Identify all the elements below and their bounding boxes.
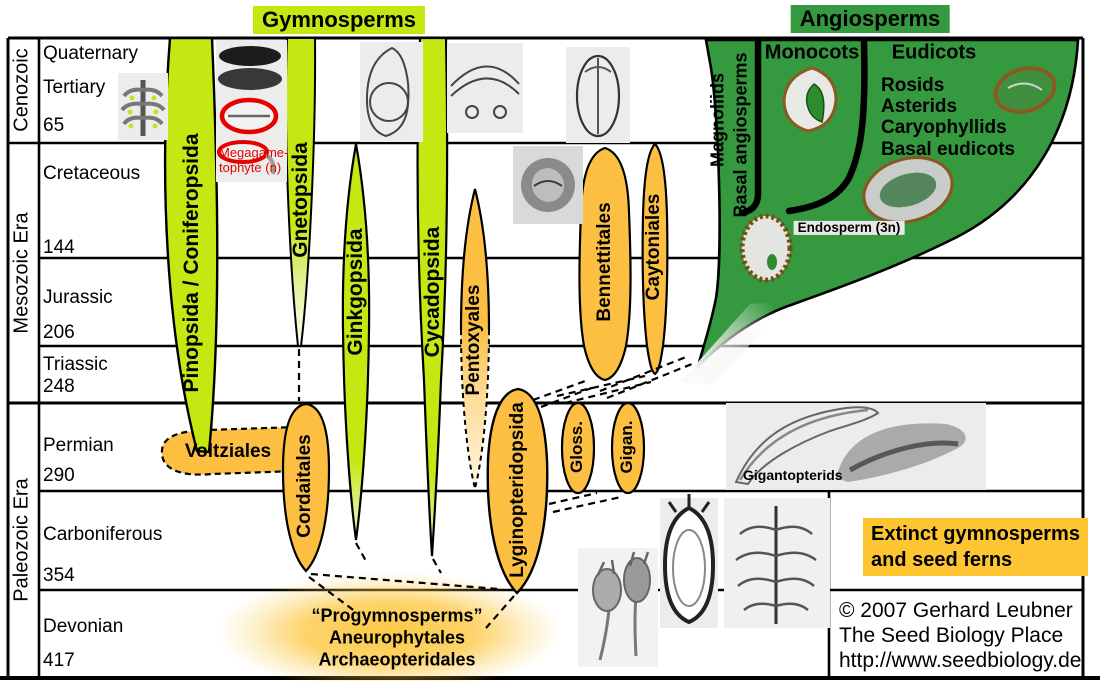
extinct-box-line1: Extinct gymnosperms <box>871 523 1080 545</box>
lineage-gnetopsida: Gnetopsida <box>288 142 312 258</box>
progymnosperms-line2: Aneurophytales <box>328 627 466 648</box>
illustration-cretaceous-fossil-seed <box>513 146 583 224</box>
lineage-glossopterids: Gloss. <box>567 421 587 473</box>
lineage-bennettitales: Bennettitales <box>594 202 616 322</box>
period-quaternary: Quaternary <box>43 43 139 64</box>
period-jurassic: Jurassic <box>43 287 113 308</box>
group-magnoliids: Magnoliids <box>707 73 728 167</box>
lineage-pentoxyales: Pentoxyales <box>463 284 485 396</box>
period-devonian: Devonian <box>43 616 124 637</box>
gymnosperms-header: Gymnosperms <box>253 6 425 34</box>
illustration-seed-longitudinal-section <box>660 494 718 628</box>
group-asterids: Asterids <box>881 96 958 117</box>
lineage-cordaitales: Cordaitales <box>294 434 316 538</box>
extinct-gymnosperms-box <box>863 518 1088 576</box>
illustration-flower-buds <box>578 548 658 667</box>
age-248: 248 <box>43 376 75 397</box>
age-354: 354 <box>43 565 75 586</box>
megagametophyte-label-line1: Megagame- <box>219 145 289 160</box>
period-permian: Permian <box>43 435 114 456</box>
group-caryophyllids: Caryophyllids <box>881 117 1007 138</box>
group-monocots: Monocots <box>764 41 860 64</box>
age-65: 65 <box>43 115 65 136</box>
period-triassic: Triassic <box>43 354 108 375</box>
group-rosids: Rosids <box>881 75 945 96</box>
age-206: 206 <box>43 322 75 343</box>
era-label-mesozoic: Mesozoic Era <box>10 212 33 334</box>
era-label-cenozoic: Cenozoic <box>10 48 33 132</box>
credit-url: http://www.seedbiology.de <box>839 649 1082 672</box>
gigantopterids-label: Gigantopterids <box>743 467 843 483</box>
period-carboniferous: Carboniferous <box>43 524 163 545</box>
age-417: 417 <box>43 650 75 671</box>
progymnosperms-line1: “Progymnosperms” <box>311 605 483 626</box>
progymnosperms-line3: Archaeopteridales <box>318 649 476 670</box>
lineage-pinopsida: Pinopsida / Coniferopsida <box>179 133 203 393</box>
lineage-ginkgopsida: Ginkgopsida <box>343 228 367 356</box>
megagametophyte-label-line2: tophyte (n) <box>219 160 282 175</box>
lineage-gigantopterids: Gigan. <box>617 420 637 474</box>
endosperm-label: Endosperm (3n) <box>794 221 905 235</box>
lineage-caytoniales: Caytoniales <box>643 193 665 301</box>
credit-author: © 2007 Gerhard Leubner <box>839 599 1073 622</box>
illustration-ginkgo-ovule <box>360 42 423 142</box>
illustration-cycad-section <box>447 43 523 133</box>
illustration-basal-angiosperm-seed <box>742 216 790 280</box>
extinct-box-line2: and seed ferns <box>871 549 1013 571</box>
group-basal-eudicots: Basal eudicots <box>881 139 1016 160</box>
age-144: 144 <box>43 237 75 258</box>
illustration-seed-fern-leaf <box>724 498 830 628</box>
group-basal-angiosperms: Basal angiosperms <box>730 52 751 218</box>
age-290: 290 <box>43 465 75 486</box>
lineage-voltziales: Voltziales <box>184 441 272 463</box>
lineage-lyginopteridopsida: Lyginopteridopsida <box>507 402 529 578</box>
credit-site-name: The Seed Biology Place <box>839 624 1064 647</box>
lineage-cycadopsida: Cycadopsida <box>420 226 444 358</box>
period-cretaceous: Cretaceous <box>43 163 141 184</box>
era-label-paleozoic: Paleozoic Era <box>10 478 33 602</box>
period-tertiary: Tertiary <box>43 77 106 98</box>
group-eudicots: Eudicots <box>891 41 977 64</box>
angiosperms-header: Angiosperms <box>791 5 950 33</box>
illustration-conifer-seedling <box>118 73 168 140</box>
illustration-gnetum-seed-section <box>566 47 630 143</box>
